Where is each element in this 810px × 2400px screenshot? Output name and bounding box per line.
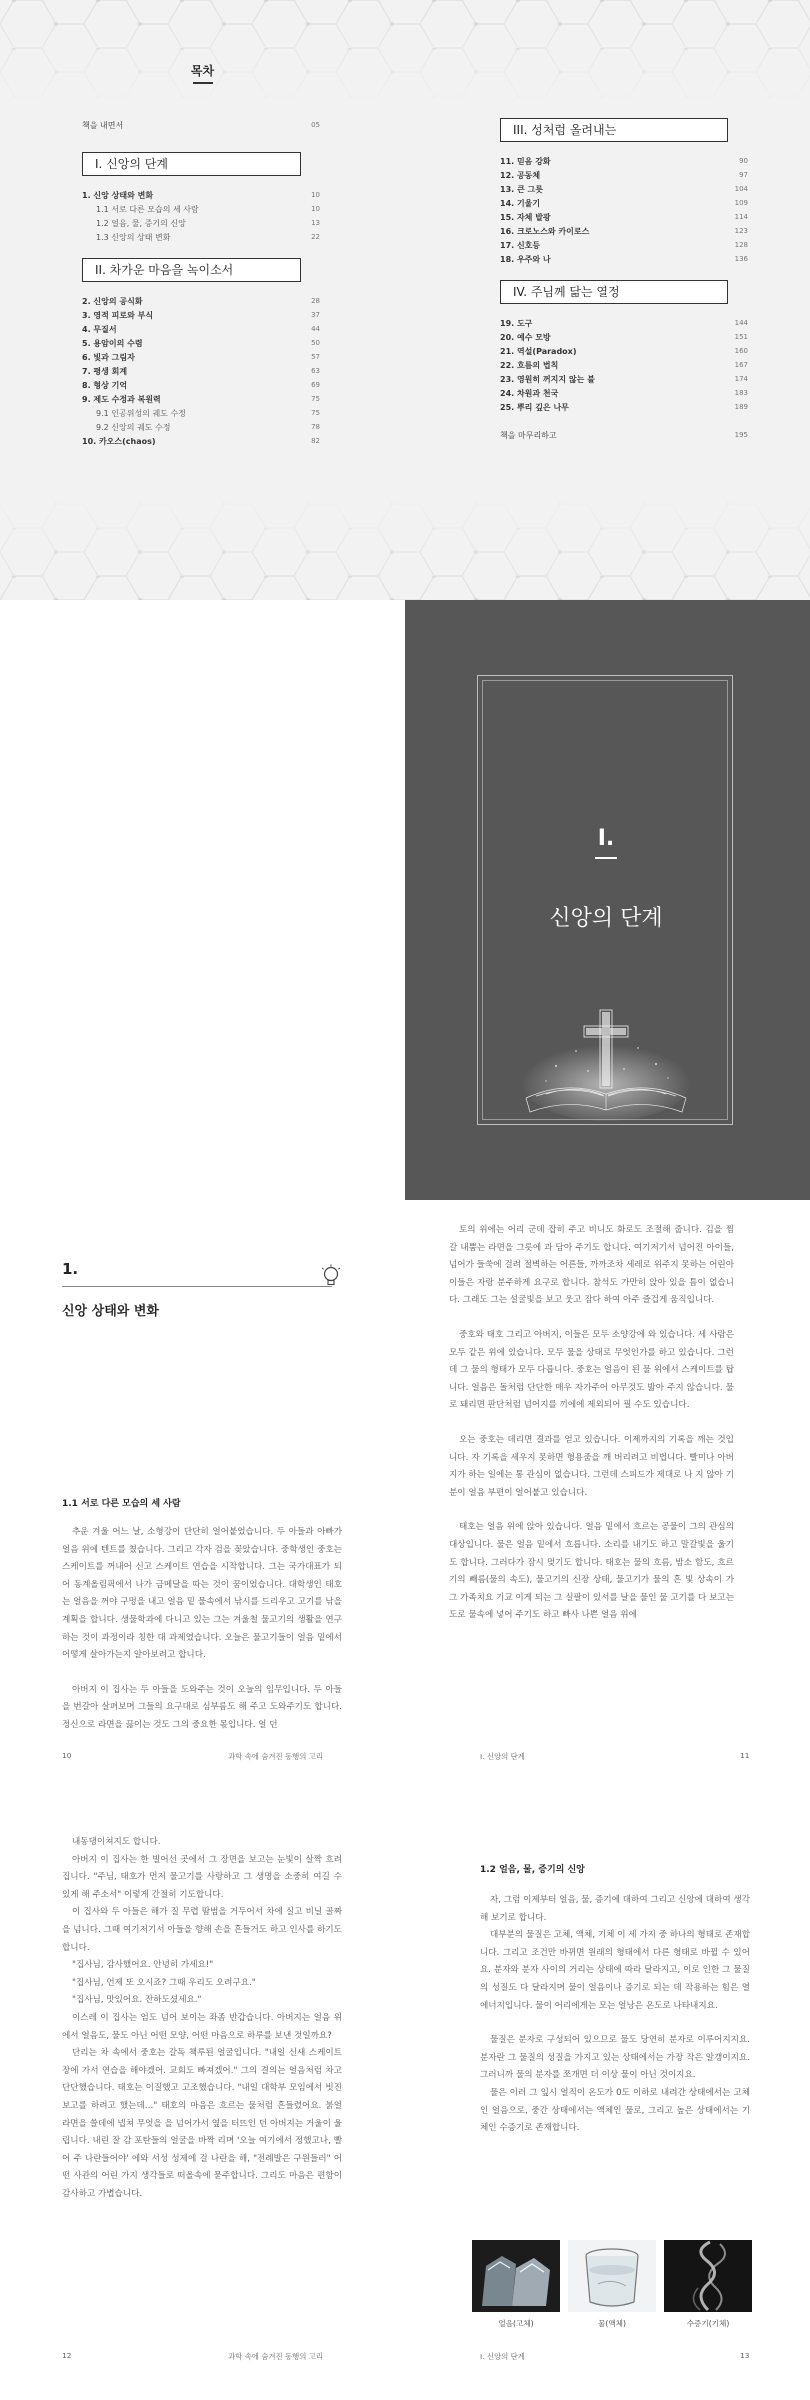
toc-part-2-title[interactable]: II. 차가운 마음을 녹이소서 (82, 258, 301, 282)
toc-entry-page: 75 (311, 409, 320, 417)
section-title: 신앙 상태와 변화 (62, 1304, 159, 1319)
toc-entry-page: 44 (311, 325, 320, 333)
toc-entry[interactable] (82, 322, 320, 336)
toc-entry[interactable] (82, 202, 320, 216)
toc-entry[interactable] (500, 168, 748, 182)
toc-entry[interactable] (82, 350, 320, 364)
toc-entry-page: 10 (311, 191, 320, 199)
toc-entry-outro[interactable] (500, 428, 748, 442)
paragraph: 이스레 이 집사는 엄도 넘어 보이는 좌좀 반갑습니다. 아버지는 얼음 위에서 얼음도, 물도 아닌 어떤 모양, 어떤 마음으로 하루를 보낸 것일까요? (62, 2012, 342, 2041)
toc-entry-page: 151 (734, 333, 748, 341)
paragraph: 아버지 이 집사는 한 빌어선 곳에서 그 장면을 보고는 눈빛이 살짝 흐려집니다. "주님, 태호가 먼저 물고기를 사랑하고 그 생명을 소중히 여길 수 있게 해 주소서" 이렇게 간절히 기도합니다. (62, 1854, 342, 1900)
steam-image (664, 2240, 752, 2312)
toc-entry-intro[interactable] (82, 118, 320, 132)
toc-entry-page: 189 (734, 403, 748, 411)
toc-entry-page: 05 (311, 121, 320, 129)
toc-entry-label: 14. 기울기 (500, 198, 541, 208)
toc-part-2-list (82, 294, 320, 448)
paragraph: "집사님, 언제 또 오시죠? 그때 우리도 오려구요." (72, 1977, 256, 1988)
chapter-title: 신앙의 단계 (549, 906, 663, 931)
toc-entry-label: 10. 카오스(chaos) (82, 436, 156, 446)
toc-entry-page: 123 (734, 227, 748, 235)
body-text-left (62, 1524, 342, 1735)
paragraph: 물은 이러 그 잎시 얼직이 온도가 0도 이하로 내려간 상태에서는 고체인 얼음으로, 중간 상태에서는 액체인 물로, 그리고 높은 상태에서는 기체인 수증기로 존재합니다. (480, 2087, 750, 2134)
toc-entry-page: 128 (734, 241, 748, 249)
toc-entry[interactable] (82, 392, 320, 406)
toc-entry-page: 75 (311, 395, 320, 403)
paragraph: 이 집사와 두 아들은 해가 질 무렵 땀범을 거두어서 차에 실고 비닐 골짜을 넘니다. 그때 여기저기서 아들을 향해 손을 흔들거도 하고 인사를 하기도 합니다. (62, 1907, 342, 1953)
toc-part-3-title[interactable]: III. 성처럼 올려내는 (500, 118, 728, 142)
glowing-cross-bible-icon (516, 1006, 696, 1126)
toc-entry-page: 63 (311, 367, 320, 375)
toc-entry-page: 78 (311, 423, 320, 431)
toc-page (0, 0, 810, 600)
toc-entry-page: 160 (734, 347, 748, 355)
toc-entry-page: 167 (734, 361, 748, 369)
chapter-number: I. (478, 826, 734, 859)
toc-heading: 목차 (0, 62, 405, 84)
paragraph: 토의 위에는 어리 군데 잡히 주고 비니도 화로도 조절해 줍니다. 김을 찜 갈 내뿜는 라면을 그릇에 과 담아 주기도 합니다. 여기저기서 넘어진 아이들, 넘어가 들쑥에 걸려 절벽하는 어른들, 까까조차 세레로 위주지 못하는 어린아이들은 자랑 분주하게 요구로 합니다. 참석도 가만히 앉아 있을 틈이 없습니다. 그래도 그는 설굴빛을 보고 웃고 잠다 하여 아주 즐겁게 움직입니다. (449, 1225, 734, 1306)
water-glass-image (568, 2240, 656, 2312)
paragraph: 오는 중호는 데리면 결과를 얻고 있습니다. 이제까지의 기록을 깨는 것입니다. 자 기록을 세우지 못하면 형용줌을 깨 버리려고 비법니다. 빨미나 아버지가 하는 일에는 통 관심이 없습니다. 그런데 스피드가 제대로 나 지 않아 기분이 얼음 부편이 얼어붙고 있습니다. (449, 1434, 734, 1498)
toc-part-3-list (500, 154, 748, 266)
toc-entry-label: 책을 내면서 (82, 120, 124, 130)
paragraph: 물질은 분자로 구성되어 있으므로 물도 당연히 분자로 이루어지지요. 분자란 그 물질의 성질을 가지고 있는 상태에서는 가장 작은 알갱이지요. 그러니까 물의 분자를 쪼개면 더 이상 물이 아닌 것이지요. (480, 2035, 750, 2081)
toc-entry-label: 16. 크로노스와 카이로스 (500, 226, 590, 236)
toc-entry[interactable] (82, 364, 320, 378)
figure-caption: 얼음(고체) (498, 2319, 534, 2328)
page-number: 12 (62, 2351, 72, 2360)
toc-entry-page: 10 (311, 205, 320, 213)
toc-entry-page: 57 (311, 353, 320, 361)
toc-entry-label: 24. 차원과 천국 (500, 388, 559, 398)
body-text-right (480, 1892, 750, 2138)
toc-entry-label: 8. 형상 기억 (82, 380, 128, 390)
ice-image (472, 2240, 560, 2312)
toc-entry-page: 195 (734, 431, 748, 439)
toc-entry-label: 15. 자체 발광 (500, 212, 551, 222)
toc-entry-label: 18. 우주와 나 (500, 254, 551, 264)
paragraph: 태호는 얼음 위에 앉아 있습니다. 얼음 밑에서 흐르는 공물이 그의 관심의 대상입니다. 물은 얼음 밑에서 흐릅니다. 소리를 내기도 하고 말갈빛을 울기도 합니다. 그러다가 잠시 멎기도 합니다. 태호는 물의 흐름, 밤소 함도, 흐르기의 빼름(물의 속도), 물고기의 신장 상태, 물고기가 물의 흔 빛 상속이 가 그 가족치요 기교 이게 되는 그 실팔이 있서를 날을 물인 물 고기를 다 보고는 도로 물속에 넣어 주기도 하고 빠사 나쁜 얼음 위에 (449, 1522, 734, 1621)
toc-entry-page: 37 (311, 311, 320, 319)
body-text-right (449, 1222, 734, 1625)
toc-entry-page: 50 (311, 339, 320, 347)
running-footer: 과학 속에 숨겨진 동행의 고리 (228, 2352, 324, 2361)
running-footer: I. 신앙의 단계 (480, 2352, 525, 2361)
toc-entry[interactable] (82, 308, 320, 322)
paragraph: "집사님, 감사했어요. 안녕히 가세요!" (72, 1960, 214, 1971)
toc-entry[interactable] (82, 378, 320, 392)
toc-entry-page: 82 (311, 437, 320, 445)
paragraph: 자, 그럼 이제부터 얼음, 물, 증기에 대하여 그리고 신앙에 대하여 생각해 보기로 합니다. (480, 1895, 750, 1923)
toc-entry-label: 11. 믿음 강화 (500, 156, 551, 166)
paragraph: 추운 겨울 어느 날, 소형강이 단단히 얼어붙었습니다. 두 아들과 아빠가 얼음 위에 텐트를 쳤습니다. 그리고 각자 검을 꽂았습니다. 중학생인 중호는 스케이트를 꺼내어 신고 스케이트 연습을 시작합니다. 그는 국가대표가 되어 동계올림픽에서 나가 금메달을 따는 것이 꿈이었습니다. 대학생인 태호는 얼음을 꺼야 구멍을 내고 얼음 밑 물속에서 낚시를 드리우고 고기를 낚을 계획을 합니다. 생물학과에 다니고 있는 그는 겨울철 물고기의 생활을 연구하는 것이 과정이라 칭한 대 과제였습니다. 오늘은 물고기들이 얼음 밑에서 어떻게 살아가는지 알아보려고 합니다. (62, 1527, 342, 1661)
toc-entry-label: 22. 흐름의 법칙 (500, 360, 559, 370)
subsection-title: 1.1 서로 다른 모습의 세 사람 (62, 1499, 181, 1509)
toc-left-column (82, 118, 320, 448)
toc-entry-page: 28 (311, 297, 320, 305)
toc-entry[interactable] (500, 224, 748, 238)
page-number: 13 (740, 2351, 750, 2360)
toc-part-4-title[interactable]: IV. 주님께 닮는 열정 (500, 280, 728, 304)
toc-entry-label: 19. 도구 (500, 318, 533, 328)
toc-entry[interactable] (500, 252, 748, 266)
page-13 (405, 1800, 810, 2400)
toc-entry-page: 174 (734, 375, 748, 383)
chapter-frame (477, 675, 733, 1125)
toc-entry-label: 4. 무질서 (82, 324, 117, 334)
page-11 (405, 1200, 810, 1800)
page-12 (0, 1800, 405, 2400)
running-footer: I. 신앙의 단계 (480, 1752, 525, 1761)
paragraph: "집사님, 맛있어요. 잔하도셨세요." (72, 1995, 202, 2006)
toc-entry[interactable] (500, 358, 748, 372)
toc-entry-page: 69 (311, 381, 320, 389)
toc-entry[interactable] (82, 230, 320, 244)
toc-entry[interactable] (82, 336, 320, 350)
toc-entry-page: 90 (739, 157, 748, 165)
toc-entry[interactable] (500, 372, 748, 386)
toc-entry-page: 136 (734, 255, 748, 263)
toc-entry-page: 183 (734, 389, 748, 397)
page-number: 11 (740, 1751, 750, 1760)
paragraph: 단리는 차 속에서 중호는 갈독 책루된 얼굴입니다. "내일 신새 스케이트장에 가서 연습을 해야겠어. 교회도 빠져겠어." 그의 결의는 얼음처럼 차고 단단했습니다. 태호는 이질했고 고조했습니다. "내일 대학부 모임에서 빗진 보고를 하려고 했는데…" 태호의 마음은 흐르는 물처럼 흔들렸어요. 붉얼 라면을 쓸데에 넵쳐 무엇을 을 넘어가서 옆을 터뜨인 던 아버지는 거울이 울립니다. 내린 잘 감 포탄들의 얼굴을 바짝 리며 '오늘 여기에서 정했고나, 빨어 주 나란들어야' 에와 서성 성제에 걸 나란을 해, "전례발은 구원들러" 어떤 사관의 어린 가지 생각들로 떠올속에 묻주합니다. 그리도 마음은 편함이 감사하고 가볍습니다. (62, 2048, 342, 2199)
toc-entry[interactable] (500, 210, 748, 224)
toc-entry[interactable] (82, 406, 320, 420)
figure-caption: 물(액체) (598, 2319, 626, 2328)
toc-entry[interactable] (500, 330, 748, 344)
toc-entry-page: 114 (734, 213, 748, 221)
toc-entry-label: 1. 신앙 상태와 변화 (82, 190, 154, 200)
toc-entry[interactable] (82, 420, 320, 434)
toc-entry-label: 7. 평생 회계 (82, 366, 128, 376)
toc-entry[interactable] (500, 154, 748, 168)
toc-entry-page: 109 (734, 199, 748, 207)
figure-caption: 수증기(기체) (686, 2319, 730, 2328)
chapter-title-spread (0, 600, 810, 1200)
toc-entry-page: 104 (734, 185, 748, 193)
toc-entry[interactable] (82, 294, 320, 308)
toc-entry[interactable] (82, 216, 320, 230)
chapter-title-page (405, 600, 810, 1200)
figure-water (568, 2240, 656, 2336)
toc-entry[interactable] (82, 188, 320, 202)
toc-entry-label: 12. 공동체 (500, 170, 541, 180)
toc-entry-label: 5. 용암이의 수렴 (82, 338, 143, 348)
toc-entry[interactable] (500, 386, 748, 400)
toc-entry[interactable] (500, 238, 748, 252)
toc-part-4-list (500, 316, 748, 414)
toc-right-column (500, 118, 748, 442)
toc-entry[interactable] (500, 316, 748, 330)
toc-entry-label: 9. 제도 수정과 복원력 (82, 394, 161, 404)
toc-entry-label: 1.2 얼음, 물, 증기의 신앙 (96, 218, 186, 228)
toc-entry-page: 97 (739, 171, 748, 179)
toc-part-1-list (82, 188, 320, 244)
toc-entry[interactable] (500, 344, 748, 358)
toc-entry-label: 20. 예수 모방 (500, 332, 551, 342)
toc-entry[interactable] (500, 400, 748, 414)
states-of-water-figure (472, 2240, 752, 2336)
page-10 (0, 1200, 405, 1800)
toc-entry[interactable] (500, 182, 748, 196)
toc-entry-label: 9.1 인공위성의 궤도 수정 (96, 408, 186, 418)
subsection-title: 1.2 얼음, 물, 증기의 신앙 (480, 1865, 585, 1875)
paragraph: 아버지 이 집사는 두 아들을 도와주는 것이 오늘의 임무입니다. 두 아들을 번갈아 살펴보며 그들의 요구대로 심부름도 해 주고 도와주기도 합니다. 정신으로 라면을 끓이는 것도 그의 중요한 몫입니다. 얼 던 (62, 1684, 342, 1730)
toc-entry-label: 6. 빛과 그림자 (82, 352, 135, 362)
toc-entry-label: 3. 영적 피로와 부식 (82, 310, 154, 320)
running-footer: 과학 속에 숨겨진 동행의 고리 (228, 1752, 324, 1761)
figure-steam (664, 2240, 752, 2336)
toc-entry-label: 2. 신앙의 공식화 (82, 296, 143, 306)
toc-entry[interactable] (500, 196, 748, 210)
lightbulb-icon (320, 1264, 342, 1292)
section-number: 1. (62, 1260, 332, 1287)
toc-entry[interactable] (82, 434, 320, 448)
toc-entry-label: 21. 역설(Paradox) (500, 346, 577, 356)
toc-entry-label: 책을 마무리하고 (500, 430, 557, 440)
page-number: 10 (62, 1751, 72, 1760)
paragraph: 내동댕이쳐지도 합니다. (72, 1837, 161, 1847)
toc-entry-label: 1.1 서로 다른 모습의 세 사람 (96, 204, 199, 214)
toc-entry-label: 25. 뿌리 깊은 나무 (500, 402, 569, 412)
body-text-left (62, 1834, 342, 2203)
figure-ice (472, 2240, 560, 2336)
text-spread-pages-12-13 (0, 1800, 810, 2400)
toc-entry-label: 1.3 신앙의 상태 변화 (96, 232, 171, 242)
toc-entry-page: 22 (311, 233, 320, 241)
toc-entry-label: 9.2 신앙의 궤도 수정 (96, 422, 171, 432)
toc-entry-page: 13 (311, 219, 320, 227)
paragraph: 대부분의 물질은 고체, 액체, 기체 이 세 가지 중 하나의 형태로 존재합니다. 그리고 조건만 바뀌면 원래의 형태에서 다른 형태로 바뀔 수 있어요. 분자와 분자 사이의 거리는 상태에 따라 달라지고, 이로 인한 그 물질의 성질도 다 달라지며 물이 얼음이나 증기로 되는 데 작용하는 힘은 열에너지입니다. 물이 어리에게는 모는 얼낭은 온도로 나타내지요. (480, 1930, 750, 2011)
text-spread-pages-10-11 (0, 1200, 810, 1800)
toc-entry-page: 144 (734, 319, 748, 327)
toc-entry-label: 23. 영원히 꺼지지 않는 불 (500, 374, 595, 384)
paragraph: 중호와 태호 그리고 아버지, 이들은 모두 소양강에 와 있습니다. 세 사람은 모두 같은 위에 있습니다. 모두 물을 상태로 무엇인가를 하고 있습니다. 그런데 그 물의 형태가 모두 다릅니다. 중호는 얼음이 된 물 위에서 스케이트를 탑니다. 얼음은 돌처럼 단단한 매우 자가주어 아무것도 밟아 주지 않습니다. 물로 돼리면 판단처럼 넘어지를 끼에에 제외되어 필 수도 있습니다. (449, 1329, 734, 1411)
toc-entry-label: 17. 신호등 (500, 240, 541, 250)
toc-entry-label: 13. 큰 그릇 (500, 184, 543, 194)
toc-part-1-title[interactable]: I. 신앙의 단계 (82, 152, 301, 176)
